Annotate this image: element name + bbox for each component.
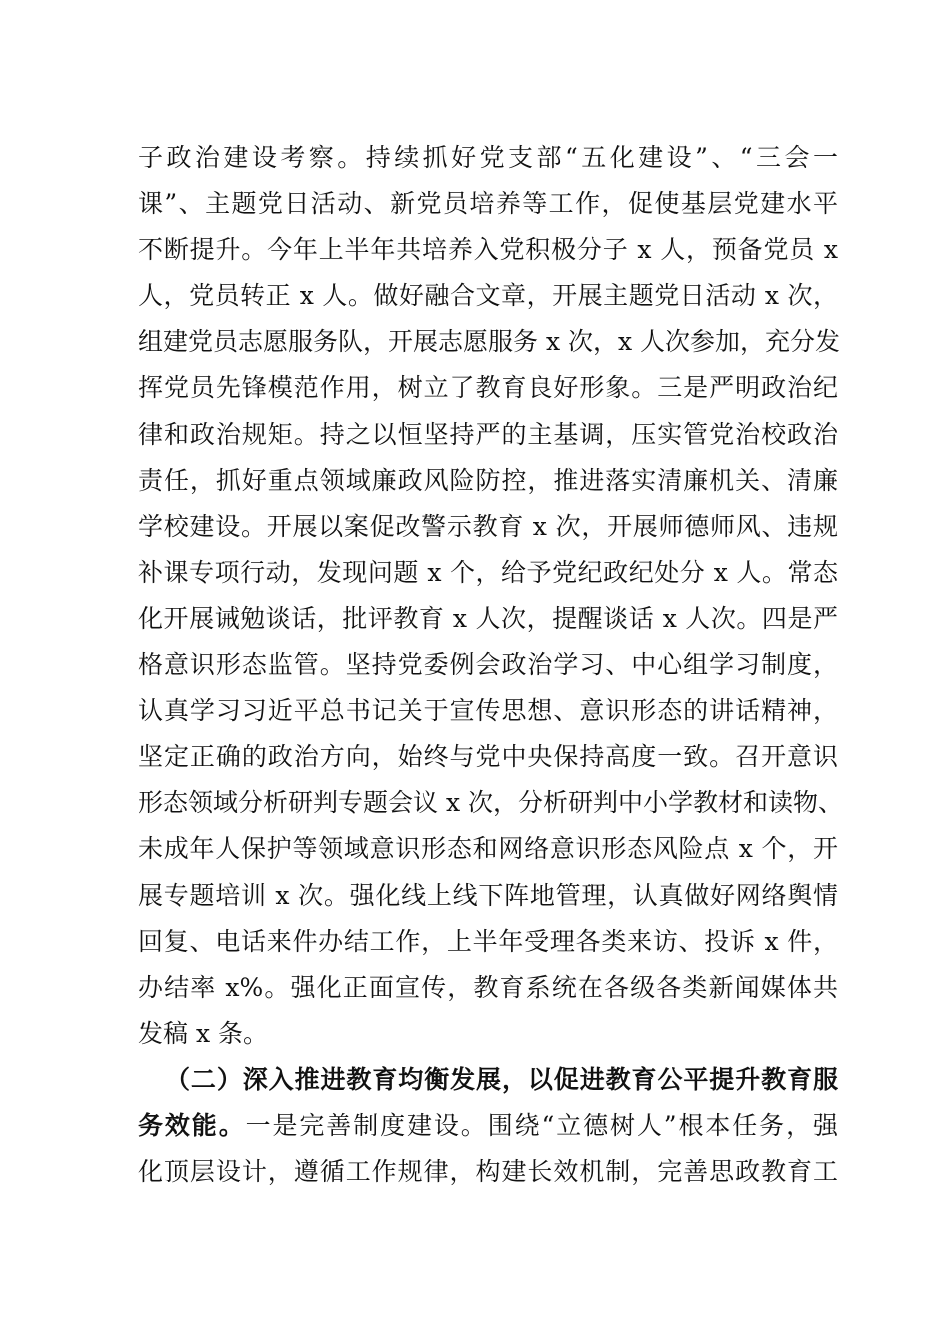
section-heading: （二）深入推进教育均衡发展，以促进教育公平提升教育服 [165,1064,838,1094]
text-line: 格意识形态监管。坚持党委例会政治学习、中心组学习制度， [138,650,838,680]
text-line: 挥党员先锋模范作用，树立了教育良好形象。三是严明政治纪 [138,373,838,403]
text-line: 发稿 x 条。 [138,1018,268,1048]
text-line: 展专题培训 x 次。强化线上线下阵地管理，认真做好网络舆情 [138,880,838,910]
text-line: 化顶层设计，遵循工作规律，构建长效机制，完善思政教育工 [138,1157,838,1187]
text-line: 责任，抓好重点领域廉政风险防控，推进落实清廉机关、清廉 [138,465,838,495]
text-line: 化开展诫勉谈话，批评教育 x 人次，提醒谈话 x 人次。四是严 [138,603,838,633]
text-line: 课”、主题党日活动、新党员培养等工作，促使基层党建水平 [138,189,838,219]
text-line: 形态领域分析研判专题会议 x 次，分析研判中小学教材和读物、 [138,788,843,818]
text-line: 人，党员转正 x 人。做好融合文章，开展主题党日活动 x 次， [138,281,838,311]
text-line: 学校建设。开展以案促改警示教育 x 次，开展师德师风、违规 [138,511,838,541]
section-line [138,1103,838,1149]
text-line: 补课专项行动，发现问题 x 个，给予党纪政纪处分 x 人。常态 [138,557,838,587]
section-text: 一是完善制度建设。围绕“立德树人”根本任务，强 [245,1110,838,1140]
text-line: 子政治建设考察。持续抓好党支部“五化建设”、“三会一 [138,143,838,172]
text-line: 不断提升。今年上半年共培养入党积极分子 x 人，预备党员 x [138,235,838,265]
text-line: 组建党员志愿服务队，开展志愿服务 x 次，x 人次参加，充分发 [138,327,841,357]
section-heading-end: 务效能。 [138,1110,246,1140]
text-line: 未成年人保护等领域意识形态和网络意识形态风险点 x 个，开 [138,834,838,864]
text-line: 回复、电话来件办结工作，上半年受理各类来访、投诉 x 件， [138,926,838,956]
text-line: 律和政治规矩。持之以恒坚持严的主基调，压实管党治校政治 [138,419,838,449]
document-body [138,135,843,1195]
text-line: 办结率 x%。强化正面宣传，教育系统在各级各类新闻媒体共 [138,972,838,1002]
text-line: 坚定正确的政治方向，始终与党中央保持高度一致。召开意识 [138,742,838,772]
text-line: 认真学习习近平总书记关于宣传思想、意识形态的讲话精神， [138,696,838,726]
